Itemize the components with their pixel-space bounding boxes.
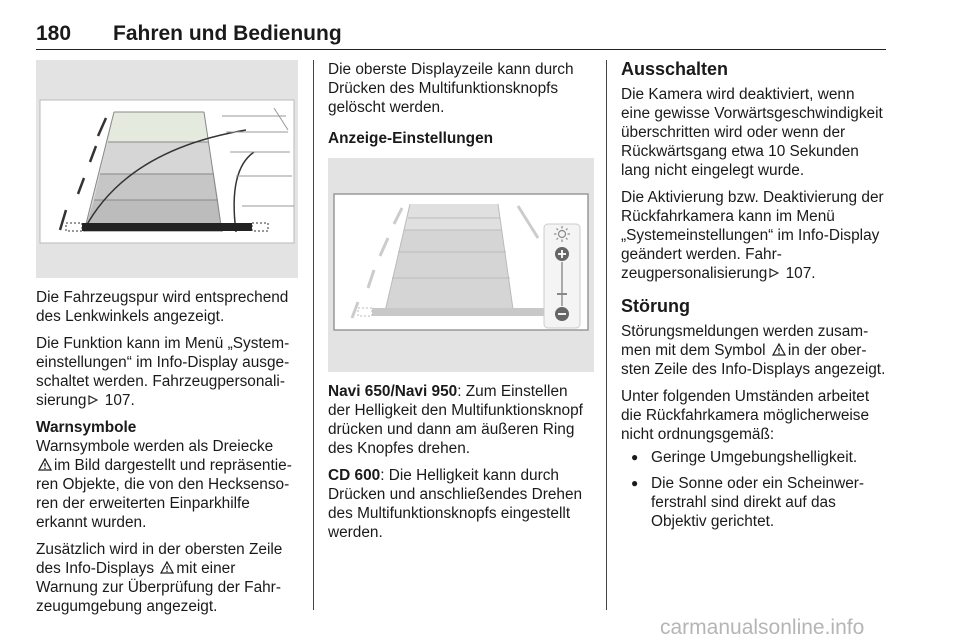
header-rule (36, 49, 886, 50)
paragraph: Unter folgenden Umständen arbeitet die Rückfahrkamera möglicherweise nicht ordnungsgemäß: (621, 388, 870, 443)
watermark: carmanualsonline.info (660, 616, 865, 639)
paragraph: Die Fahrzeugspur wird entsprechend des Lenkwinkels angezeigt. (36, 289, 289, 325)
column-3 (621, 60, 887, 538)
page-number: 180 (36, 22, 72, 45)
paragraph: Zusätzlich wird in der obersten Zeile des Info-Displays mit einer Warnung zur Überprüfung der Fahrzeugumgebung angezeigt. (36, 541, 283, 615)
column-2 (328, 60, 594, 550)
section-heading: Anzeige-Einstellungen (328, 130, 494, 147)
page-reference-icon (88, 395, 98, 405)
list-item: ● Die Sonne oder ein Scheinwerferstrahl sind direkt auf das Objektiv gerichtet. (621, 474, 887, 531)
paragraph: Die Aktivierung bzw. Deaktivierung der Rückfahrkamera kann im Menü „Systemeinstellungen“ im Info-Display geändert werden. Fahrzeugpersonalisierung 107. (621, 189, 884, 282)
paragraph: Die oberste Displayzeile kann durch Drücken des Multifunktionsknopfs gelöscht werden. (328, 61, 574, 116)
warning-triangle-icon (38, 458, 52, 471)
warning-triangle-icon (160, 561, 174, 574)
bullet-list (621, 448, 887, 531)
paragraph: Navi 650/Navi 950: Zum Einstellen der Helligkeit den Multifunktionsknopf drücken und dann am äußeren Ring des Knopfes drehen. (328, 383, 583, 457)
page-header (36, 22, 886, 52)
column-divider-1 (313, 60, 314, 610)
paragraph: CD 600: Die Helligkeit kann durch Drücken und anschließendes Drehen des Multifunktionsknopfs eingestellt werden. (328, 467, 583, 541)
list-item: ● Geringe Umgebungshelligkeit. (621, 448, 887, 467)
page-reference-icon (769, 268, 779, 278)
paragraph: Störungsmeldungen werden zusammen mit dem Symbol in der obersten Zeile des Info-Displays angezeigt. (621, 323, 886, 378)
section-heading: Ausschalten (621, 59, 729, 79)
paragraph: Die Funktion kann im Menü „Systemeinstellungen“ im Info-Display ausgeschaltet werden. Fahrzeugpersonalisierung 107. (36, 335, 290, 409)
section-heading: Störung (621, 296, 690, 316)
warning-triangle-icon (772, 343, 786, 356)
paragraph: Warnsymbole werden als Dreiecke im Bild dargestellt und repräsentieren Objekte, die von den Hecksensoren der erweiterten Einparkhilfe erkannt wurden. (36, 438, 292, 531)
section-heading: Warnsymbole (36, 419, 137, 436)
page-title: Fahren und Bedienung (113, 22, 342, 45)
column-1 (36, 60, 298, 624)
figure-camera-guidelines (36, 60, 298, 278)
brightness-display-illustration (328, 158, 594, 372)
column-divider-2 (606, 60, 607, 610)
camera-guidelines-illustration (36, 60, 298, 278)
figure-brightness-display (328, 158, 594, 372)
paragraph: Die Kamera wird deaktiviert, wenn eine gewisse Vorwärtsgeschwindigkeit überschritten wird oder wenn der Rückwärtsgang etwa 10 Sekunden lang nicht eingelegt wurde. (621, 86, 883, 179)
